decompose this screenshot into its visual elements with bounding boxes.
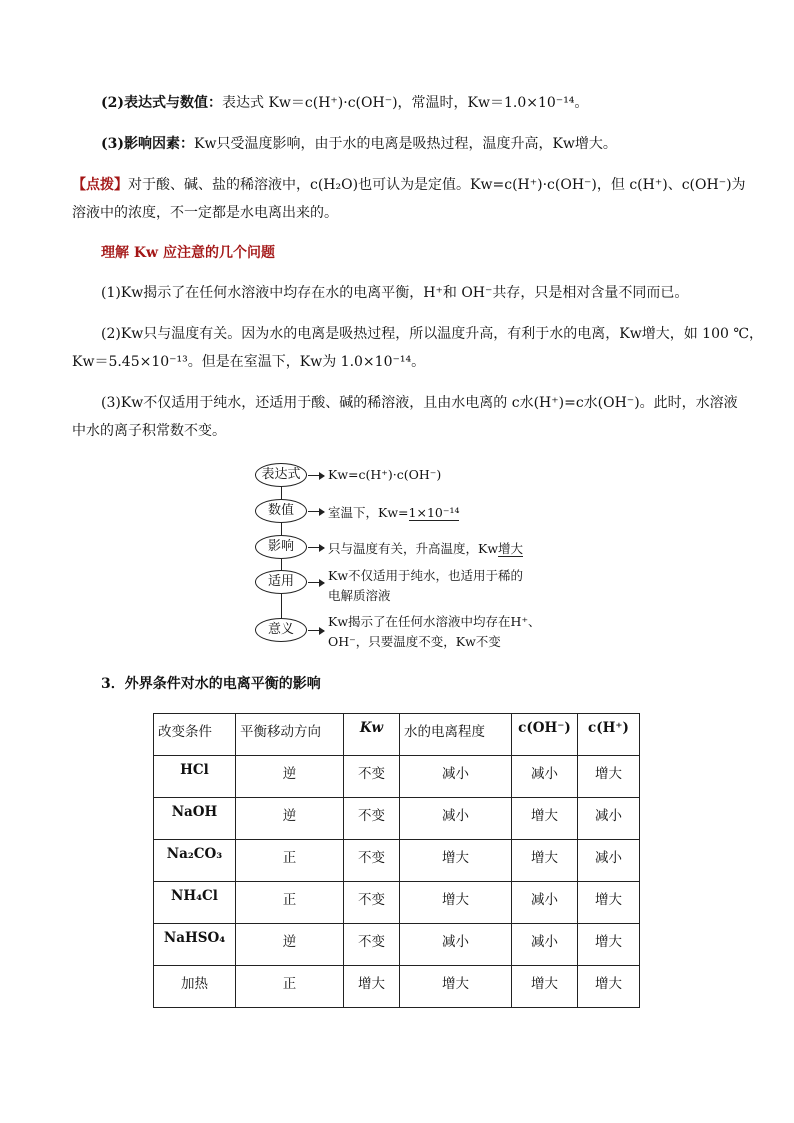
cell-kw: 不变 — [344, 798, 400, 840]
cell-c-oh: 减小 — [512, 882, 578, 924]
header-c-h: c(H⁺) — [578, 714, 640, 756]
cell-c-h: 减小 — [578, 840, 640, 882]
para-3 — [101, 137, 617, 151]
cell-condition: NH₄Cl — [154, 882, 236, 924]
node-effect: 影响 — [255, 535, 307, 559]
table-header-row — [154, 714, 640, 756]
cell-ionization: 增大 — [400, 966, 512, 1008]
section-3-title: 3．外界条件对水的电离平衡的影响 — [101, 676, 321, 692]
cell-direction: 正 — [236, 840, 344, 882]
cell-direction: 逆 — [236, 756, 344, 798]
table-row — [154, 882, 640, 924]
tip-text-1: 对于酸、碱、盐的稀溶液中，c(H₂O)也可认为是定值。Kw=c(H⁺)·c(OH⁻)，但 c(H⁺)、c(OH⁻)为 — [128, 177, 746, 193]
arrow-value — [308, 511, 324, 512]
cell-c-oh: 增大 — [512, 840, 578, 882]
cell-c-h: 增大 — [578, 924, 640, 966]
cell-c-h: 减小 — [578, 798, 640, 840]
table-row — [154, 966, 640, 1008]
tip-label: 【点拨】 — [72, 177, 128, 193]
value-prefix: 室温下，Kw= — [328, 505, 409, 520]
cell-c-h: 增大 — [578, 882, 640, 924]
cell-ionization: 增大 — [400, 840, 512, 882]
table-row — [154, 798, 640, 840]
tip-line-1 — [72, 178, 746, 192]
cell-condition: 加热 — [154, 966, 236, 1008]
cell-kw: 不变 — [344, 756, 400, 798]
cell-ionization: 减小 — [400, 798, 512, 840]
cell-kw: 不变 — [344, 840, 400, 882]
cell-c-oh: 增大 — [512, 798, 578, 840]
cell-direction: 逆 — [236, 798, 344, 840]
effect-prefix: 只与温度有关，升高温度，Kw — [328, 541, 499, 556]
header-kw: Kw — [344, 714, 400, 756]
arrow-meaning — [308, 630, 324, 631]
arrow-expression — [308, 475, 324, 476]
sub-title: 理解 Kw 应注意的几个问题 — [101, 245, 275, 261]
cell-kw: 不变 — [344, 882, 400, 924]
cell-ionization: 减小 — [400, 924, 512, 966]
note-3-line-1: (3)Kw不仅适用于纯水，还适用于酸、碱的稀溶液，且由水电离的 c水(H⁺)=c水(OH⁻)。此时，水溶液 — [101, 395, 738, 411]
node-meaning: 意义 — [255, 618, 307, 642]
table-row — [154, 756, 640, 798]
node-expression: 表达式 — [255, 463, 307, 487]
arrow-effect — [308, 547, 324, 548]
meaning-text-2: OH⁻，只要温度不变，Kw不变 — [328, 634, 501, 649]
cell-c-oh: 减小 — [512, 756, 578, 798]
cell-c-oh: 减小 — [512, 924, 578, 966]
note-2-line-1: (2)Kw只与温度有关。因为水的电离是吸热过程，所以温度升高，有利于水的电离，Kw增大，如 100 ℃， — [101, 326, 763, 342]
effect-underlined: 增大 — [498, 541, 524, 556]
header-direction: 平衡移动方向 — [236, 714, 344, 756]
node-apply: 适用 — [255, 570, 307, 594]
table-row — [154, 840, 640, 882]
value-text — [328, 503, 459, 521]
cell-direction: 逆 — [236, 924, 344, 966]
note-1: (1)Kw揭示了在任何水溶液中均存在水的电离平衡，H⁺和 OH⁻共存，只是相对含量不同而已。 — [101, 285, 689, 301]
cell-condition: NaOH — [154, 798, 236, 840]
para-3-text: Kw只受温度影响，由于水的电离是吸热过程，温度升高，Kw增大。 — [194, 136, 617, 152]
cell-kw: 不变 — [344, 924, 400, 966]
note-2-line-2: Kw＝5.45×10⁻¹³。但是在室温下，Kw为 1.0×10⁻¹⁴。 — [72, 354, 426, 370]
header-condition: 改变条件 — [154, 714, 236, 756]
cell-c-h: 增大 — [578, 756, 640, 798]
para-2-label: (2)表达式与数值： — [101, 95, 222, 111]
header-ionization: 水的电离程度 — [400, 714, 512, 756]
cell-direction: 正 — [236, 966, 344, 1008]
cell-condition: Na₂CO₃ — [154, 840, 236, 882]
cell-direction: 正 — [236, 882, 344, 924]
cell-c-oh: 增大 — [512, 966, 578, 1008]
expr-text: Kw=c(H⁺)·c(OH⁻) — [328, 467, 442, 482]
para-3-label: (3)影响因素： — [101, 136, 194, 152]
cell-c-h: 增大 — [578, 966, 640, 1008]
header-c-oh: c(OH⁻) — [512, 714, 578, 756]
node-value: 数值 — [255, 499, 307, 523]
cell-ionization: 增大 — [400, 882, 512, 924]
note-3-line-2: 中水的离子积常数不变。 — [72, 423, 226, 439]
cell-kw: 增大 — [344, 966, 400, 1008]
para-2-text: 表达式 Kw＝c(H⁺)·c(OH⁻)，常温时，Kw＝1.0×10⁻¹⁴。 — [222, 95, 589, 111]
meaning-text-1: Kw揭示了在任何水溶液中均存在H⁺、 — [328, 614, 541, 629]
apply-text-1: Kw不仅适用于纯水，也适用于稀的 — [328, 568, 524, 583]
effect-table — [153, 713, 640, 1008]
apply-text-2: 电解质溶液 — [328, 588, 391, 603]
arrow-apply — [308, 582, 324, 583]
cell-ionization: 减小 — [400, 756, 512, 798]
cell-condition: NaHSO₄ — [154, 924, 236, 966]
value-underlined: 1×10⁻¹⁴ — [408, 505, 460, 520]
para-2 — [101, 96, 588, 110]
tip-line-2: 溶液中的浓度，不一定都是水电离出来的。 — [72, 205, 338, 221]
cell-condition: HCl — [154, 756, 236, 798]
effect-text — [328, 539, 523, 557]
table-row — [154, 924, 640, 966]
